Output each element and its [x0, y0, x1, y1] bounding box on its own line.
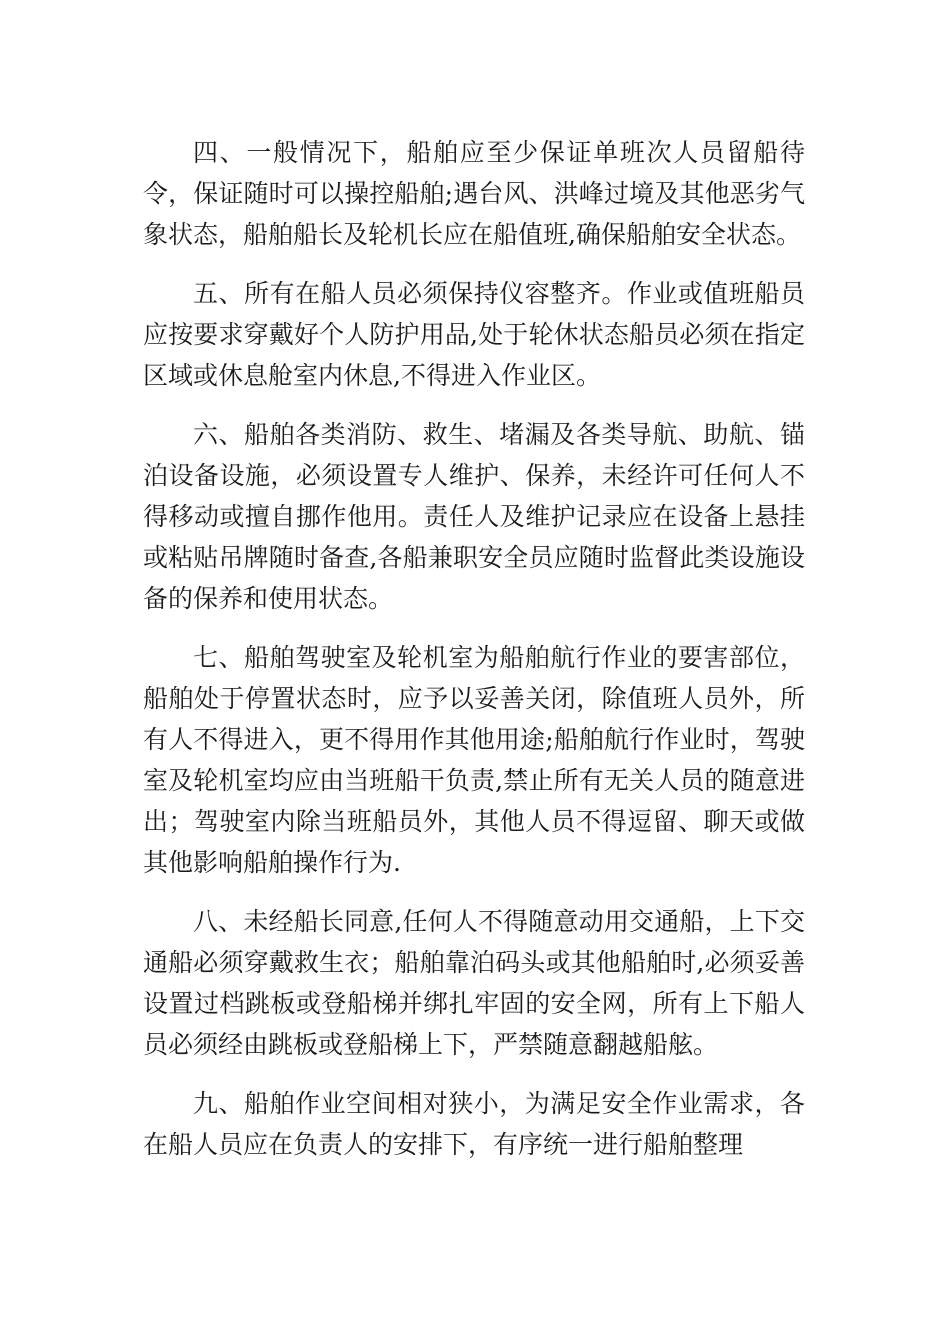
- paragraph-8: 八、未经船长同意,任何人不得随意动用交通船，上下交通船必须穿戴救生衣；船舶靠泊码头或其他船舶时,必须妥善设置过档跳板或登船梯并绑扎牢固的安全网，所有上下船人员必须经由跳板或登船梯上下，严禁随意翻越船舷。: [143, 907, 805, 1059]
- paragraph-4: 四、一般情况下，船舶应至少保证单班次人员留船待令，保证随时可以操控船舶;遇台风、洪峰过境及其他恶劣气象状态，船舶船长及轮机长应在船值班,确保船舶安全状态。: [143, 138, 805, 249]
- document-body: [143, 132, 805, 1183]
- paragraph-7: 七、船舶驾驶室及轮机室为船舶航行作业的要害部位，船舶处于停置状态时，应予以妥善关闭，除值班人员外，所有人不得进入，更不得用作其他用途;船舶航行作业时，驾驶室及轮机室均应由当班船干负责,禁止所有无关人员的随意进出；驾驶室内除当班船员外，其他人员不得逗留、聊天或做其他影响船舶操作行为.: [143, 643, 805, 877]
- paragraph-5: 五、所有在船人员必须保持仪容整齐。作业或值班船员应按要求穿戴好个人防护用品,处于轮休状态船员必须在指定区域或休息舱室内休息,不得进入作业区。: [143, 279, 805, 390]
- paragraph-6: 六、船舶各类消防、救生、堵漏及各类导航、助航、锚泊设备设施，必须设置专人维护、保养，未经许可任何人不得移动或擅自挪作他用。责任人及维护记录应在设备上悬挂或粘贴吊牌随时备查,各船兼职安全员应随时监督此类设施设备的保养和使用状态。: [143, 420, 805, 613]
- paragraph-9: 九、船舶作业空间相对狭小，为满足安全作业需求，各在船人员应在负责人的安排下，有序统一进行船舶整理: [143, 1089, 805, 1159]
